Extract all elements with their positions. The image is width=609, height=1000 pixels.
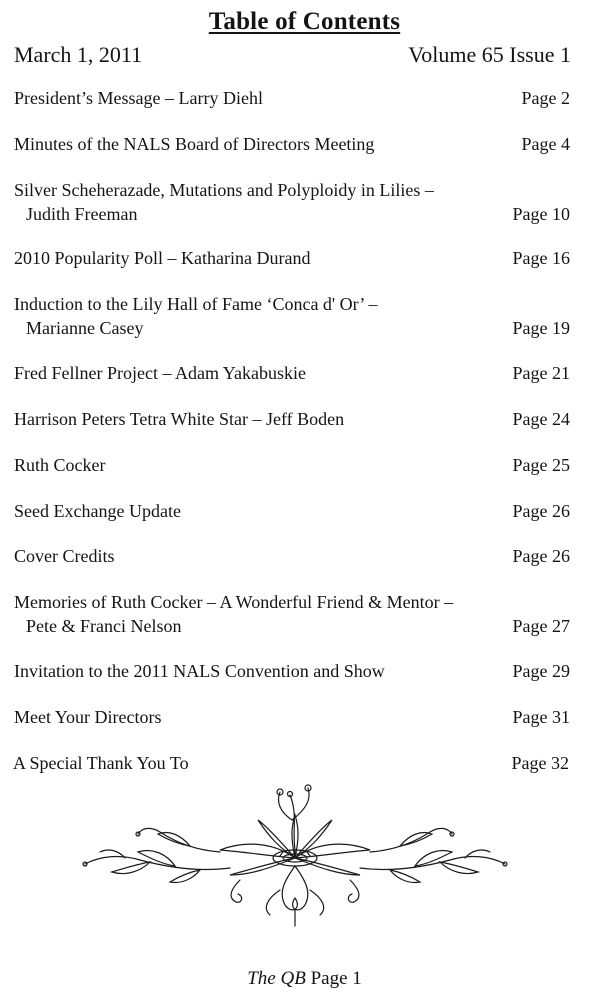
toc-entry[interactable]	[14, 705, 570, 729]
entry-author: Marianne Casey	[26, 318, 144, 338]
entry-title: Minutes of the NALS Board of Directors Meeting	[14, 134, 375, 154]
entry-page: Page 10	[512, 204, 570, 224]
entry-author: Pete & Franci Nelson	[26, 616, 182, 636]
toc-entry[interactable]	[14, 544, 570, 568]
entry-page: Page 31	[512, 707, 570, 727]
lily-flourish-icon	[80, 780, 510, 930]
entry-page: Page 16	[512, 248, 570, 268]
entry-page: Page 19	[512, 318, 570, 338]
toc-entry[interactable]	[14, 499, 570, 523]
entry-title: Memories of Ruth Cocker – A Wonderful Friend & Mentor –	[14, 592, 454, 612]
entry-title: Silver Scheherazade, Mutations and Polyploidy in Lilies –	[14, 180, 434, 200]
entry-title: A Special Thank You To	[13, 753, 189, 773]
entry-author: Judith Freeman	[26, 204, 138, 224]
entry-page: Page 25	[512, 455, 570, 475]
toc-entry[interactable]	[14, 361, 570, 385]
entry-page: Page 27	[512, 616, 570, 636]
entry-page: Page 26	[512, 501, 570, 521]
entry-title: 2010 Popularity Poll – Katharina Durand	[14, 248, 311, 268]
entry-page: Page 4	[521, 134, 570, 154]
entry-page: Page 26	[512, 546, 570, 566]
toc-entry[interactable]	[13, 751, 569, 775]
entry-title: Seed Exchange Update	[14, 501, 181, 521]
entry-page: Page 2	[521, 88, 570, 108]
page-footer	[0, 968, 609, 990]
page-number: Page 1	[310, 968, 362, 989]
toc-entry[interactable]	[14, 292, 570, 340]
entry-page: Page 24	[512, 409, 570, 429]
toc-entry[interactable]	[14, 590, 570, 638]
toc-entry[interactable]	[14, 246, 570, 270]
toc-entry[interactable]	[14, 407, 570, 431]
entry-title: Invitation to the 2011 NALS Convention and Show	[14, 661, 385, 681]
entry-page: Page 29	[512, 661, 570, 681]
entry-title: Induction to the Lily Hall of Fame ‘Conca d' Or’ –	[14, 294, 378, 314]
entry-title: President’s Message – Larry Diehl	[14, 88, 263, 108]
entry-title: Fred Fellner Project – Adam Yakabuskie	[14, 363, 306, 383]
entry-page: Page 21	[512, 363, 570, 383]
entry-title: Cover Credits	[14, 546, 115, 566]
toc-entry[interactable]	[14, 132, 570, 156]
entry-title: Meet Your Directors	[14, 707, 162, 727]
page-title: Table of Contents	[208, 8, 401, 35]
toc-entry[interactable]	[14, 453, 570, 477]
toc-entry[interactable]	[14, 86, 570, 110]
volume-issue: Volume 65 Issue 1	[408, 42, 571, 67]
entry-page: Page 32	[511, 753, 569, 773]
entry-title: Ruth Cocker	[14, 455, 106, 475]
toc-entry[interactable]	[14, 659, 570, 683]
issue-date: March 1, 2011	[14, 42, 143, 67]
publication-name: The QB	[247, 968, 306, 989]
entry-title: Harrison Peters Tetra White Star – Jeff Boden	[14, 409, 345, 429]
toc-entry[interactable]	[14, 178, 570, 226]
